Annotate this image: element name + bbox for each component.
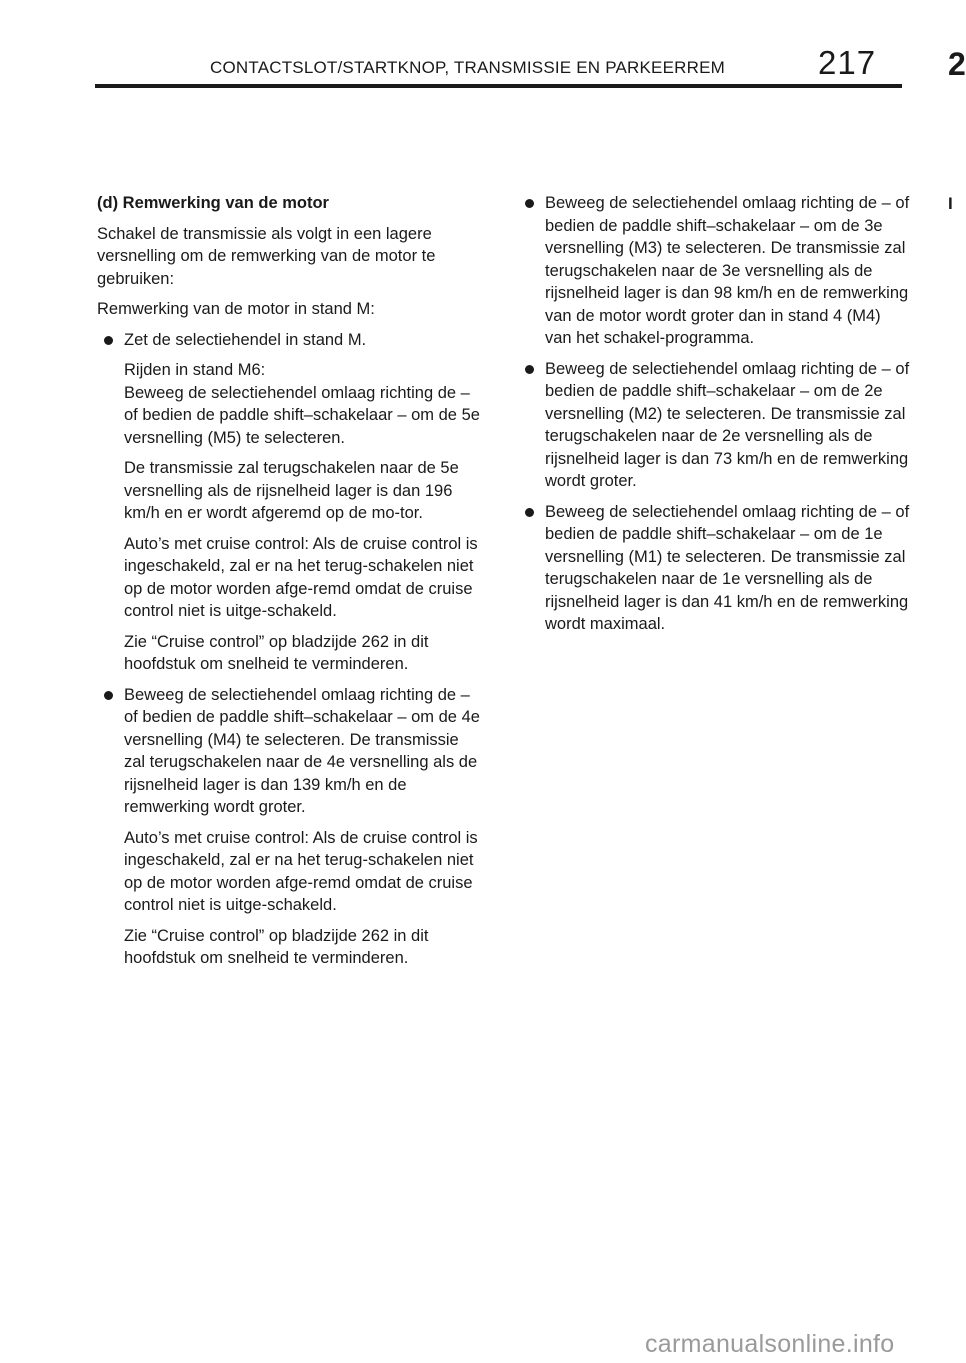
list-item-paragraph: Zie “Cruise control” op bladzijde 262 in dit hoofdstuk om snelheid te verminderen.	[124, 632, 429, 673]
bullet-icon	[525, 365, 534, 374]
list-item-paragraph: Auto’s met cruise control: Als de cruise control is ingeschakeld, zal er na het terug-schakelen niet op de motor worden afge-remd omdat de cruise control niet is uitge-schakeld.	[124, 534, 478, 620]
list-item	[99, 329, 482, 676]
list-item-text: Zet de selectiehendel in stand M.	[124, 330, 367, 349]
right-column	[520, 192, 910, 644]
list-item-paragraph: De transmissie zal terugschakelen naar de 5e versnelling als de rijsnelheid lager is dan 196 km/h en er wordt afgeremd op de mo-tor.	[124, 459, 459, 522]
list-item-text: Beweeg de selectiehendel omlaag richting de – of bedien de paddle shift–schakelaar – om de 2e versnelling (M2) te selecteren. De transmissie zal terugschakelen naar de 2e versnelling als de rijsnelheid lager is dan 73 km/h en de remwerking wordt groter.	[545, 359, 910, 490]
left-column	[97, 192, 482, 978]
bullet-icon	[104, 691, 113, 700]
header-rule	[95, 84, 902, 88]
bullet-icon	[525, 199, 534, 208]
list-item	[520, 192, 910, 350]
list-item	[520, 501, 910, 636]
list-item	[99, 684, 482, 970]
list-item	[520, 358, 910, 493]
edge-mark-small: I	[948, 194, 953, 213]
list-item-text: Beweeg de selectiehendel omlaag richting de – of bedien de paddle shift–schakelaar – om de 3e versnelling (M3) te selecteren. De transmissie zal terugschakelen naar de 3e versnelling als de rijsnelheid lager is dan 98 km/h en de remwerking van de motor wordt groter dan in stand 4 (M4) van het schakel-programma.	[545, 194, 910, 347]
list-item-paragraph: Beweeg de selectiehendel omlaag richting de – of bedien de paddle shift–schakelaar – om de 5e versnelling (M5) te selecteren.	[124, 383, 480, 447]
intro-paragraph: Schakel de transmissie als volgt in een lagere versnelling om de remwerking van de motor te gebruiken:	[97, 224, 436, 288]
section-title: CONTACTSLOT/STARTKNOP, TRANSMISSIE EN PARKEERREM	[210, 58, 725, 77]
list-item-text: Beweeg de selectiehendel omlaag richting de – of bedien de paddle shift–schakelaar – om de 1e versnelling (M1) te selecteren. De transmissie zal terugschakelen naar de 1e versnelling als de rijsnelheid lager is dan 41 km/h en de remwerking wordt maximaal.	[545, 502, 910, 633]
list-item-text: Beweeg de selectiehendel omlaag richting de – of bedien de paddle shift–schakelaar – om de 4e versnelling (M4) te selecteren. De transmissie zal terugschakelen naar de 4e versnelling als de rijsnelheid lager is dan 139 km/h en de remwerking wordt groter.	[124, 685, 480, 816]
list-item-paragraph: Zie “Cruise control” op bladzijde 262 in dit hoofdstuk om snelheid te verminderen.	[124, 926, 429, 967]
page-number: 217	[818, 44, 877, 81]
section-heading: (d) Remwerking van de motor	[97, 194, 329, 212]
bullet-icon	[104, 336, 113, 345]
chapter-edge-mark: 2	[948, 46, 966, 82]
bullet-icon	[525, 508, 534, 517]
site-watermark: carmanualsonline.info	[645, 1330, 895, 1358]
sub-intro-paragraph: Remwerking van de motor in stand M:	[97, 300, 375, 318]
list-item-subheading: Rijden in stand M6:	[124, 361, 266, 379]
list-item-paragraph: Auto’s met cruise control: Als de cruise control is ingeschakeld, zal er na het terug-schakelen niet op de motor worden afge-remd omdat de cruise control niet is uitge-schakeld.	[124, 828, 478, 914]
